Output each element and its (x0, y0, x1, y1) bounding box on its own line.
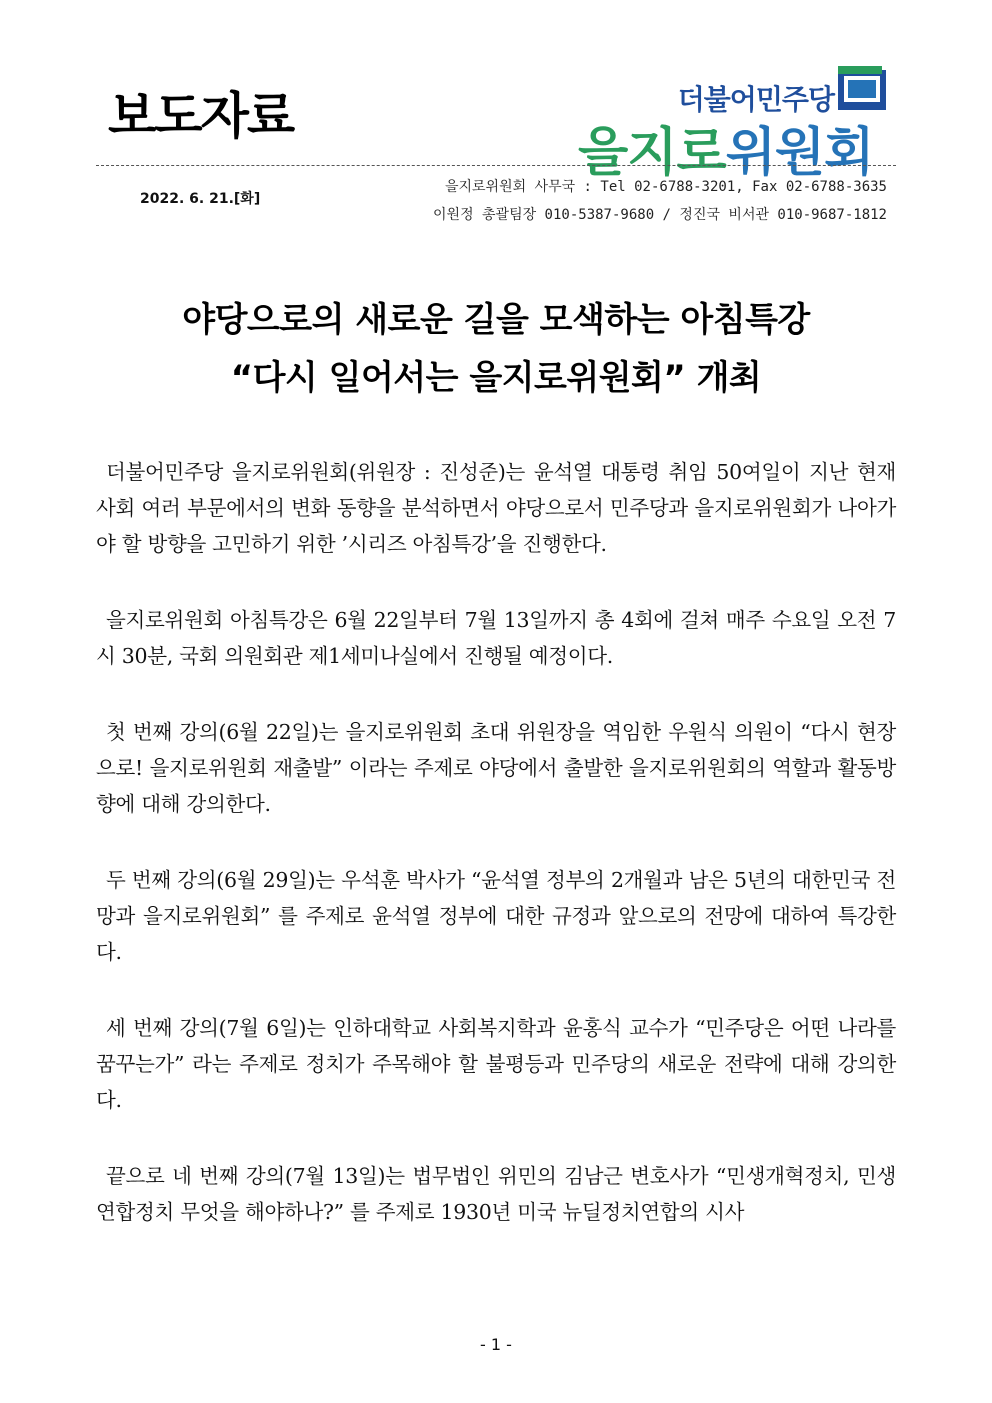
committee-name (578, 110, 873, 185)
party-flag-icon (836, 64, 888, 114)
paragraph-lecture-4: 끝으로 네 번째 강의(7월 13일)는 법무법인 위민의 김남근 변호사가 “민생개혁정치, 민생연합정치 무엇을 해야하나?” 를 주제로 1930년 미국 뉴딜정치연합의 시사 (96, 1164, 896, 1224)
release-date: 2022. 6. 21.[화] (140, 191, 261, 207)
paragraph-lecture-3: 세 번째 강의(7월 6일)는 인하대학교 사회복지학과 윤홍식 교수가 “민주당은 어떤 나라를 꿈꾸는가” 라는 주제로 정치가 주목해야 할 불평등과 민주당의 새로운 전략에 대해 강의한다. (96, 1016, 896, 1112)
press-release-label: 보도자료 (108, 87, 294, 145)
paragraph-schedule: 을지로위원회 아침특강은 6월 22일부터 7월 13일까지 총 4회에 걸쳐 매주 수요일 오전 7시 30분, 국회 의원회관 제1세미나실에서 진행될 예정이다. (96, 608, 896, 668)
contact-staff: 이원정 총괄팀장 010-5387-9680 / 정진국 비서관 010-9687-1812 (433, 207, 887, 223)
committee-name-part1: 을지로 (578, 123, 726, 183)
page-number: - 1 - (480, 1335, 512, 1354)
paragraph-intro: 더불어민주당 을지로위원회(위원장 : 진성준)는 윤석열 대통령 취임 50여일이 지난 현재 사회 여러 부문에서의 변화 동향을 분석하면서 야당으로서 민주당과 을지로위원회가 나아가야 할 방향을 고민하기 위한 ’시리즈 아침특강’을 진행한다. (96, 460, 896, 556)
article-body (96, 454, 896, 1270)
headline-line2: “다시 일어서는 을지로위원회” 개최 (230, 358, 762, 398)
header-divider (96, 165, 896, 166)
headline-line1: 야당으로의 새로운 길을 모색하는 아침특강 (182, 300, 810, 340)
paragraph-lecture-1: 첫 번째 강의(6월 22일)는 을지로위원회 초대 위원장을 역임한 우원식 의원이 “다시 현장으로! 을지로위원회 재출발” 이라는 주제로 야당에서 출발한 을지로위원회의 역할과 활동방향에 대해 강의한다. (96, 720, 896, 816)
party-name: 더불어민주당 (677, 83, 834, 116)
paragraph-lecture-2: 두 번째 강의(6월 29일)는 우석훈 박사가 “윤석열 정부의 2개월과 남은 5년의 대한민국 전망과 을지로위원회” 를 주제로 윤석열 정부에 대한 규정과 앞으로의 전망에 대하여 특강한다. (96, 868, 896, 964)
contact-office: 을지로위원회 사무국 : Tel 02-6788-3201, Fax 02-6788-3635 (444, 179, 887, 195)
committee-name-part2: 위원회 (725, 123, 874, 183)
